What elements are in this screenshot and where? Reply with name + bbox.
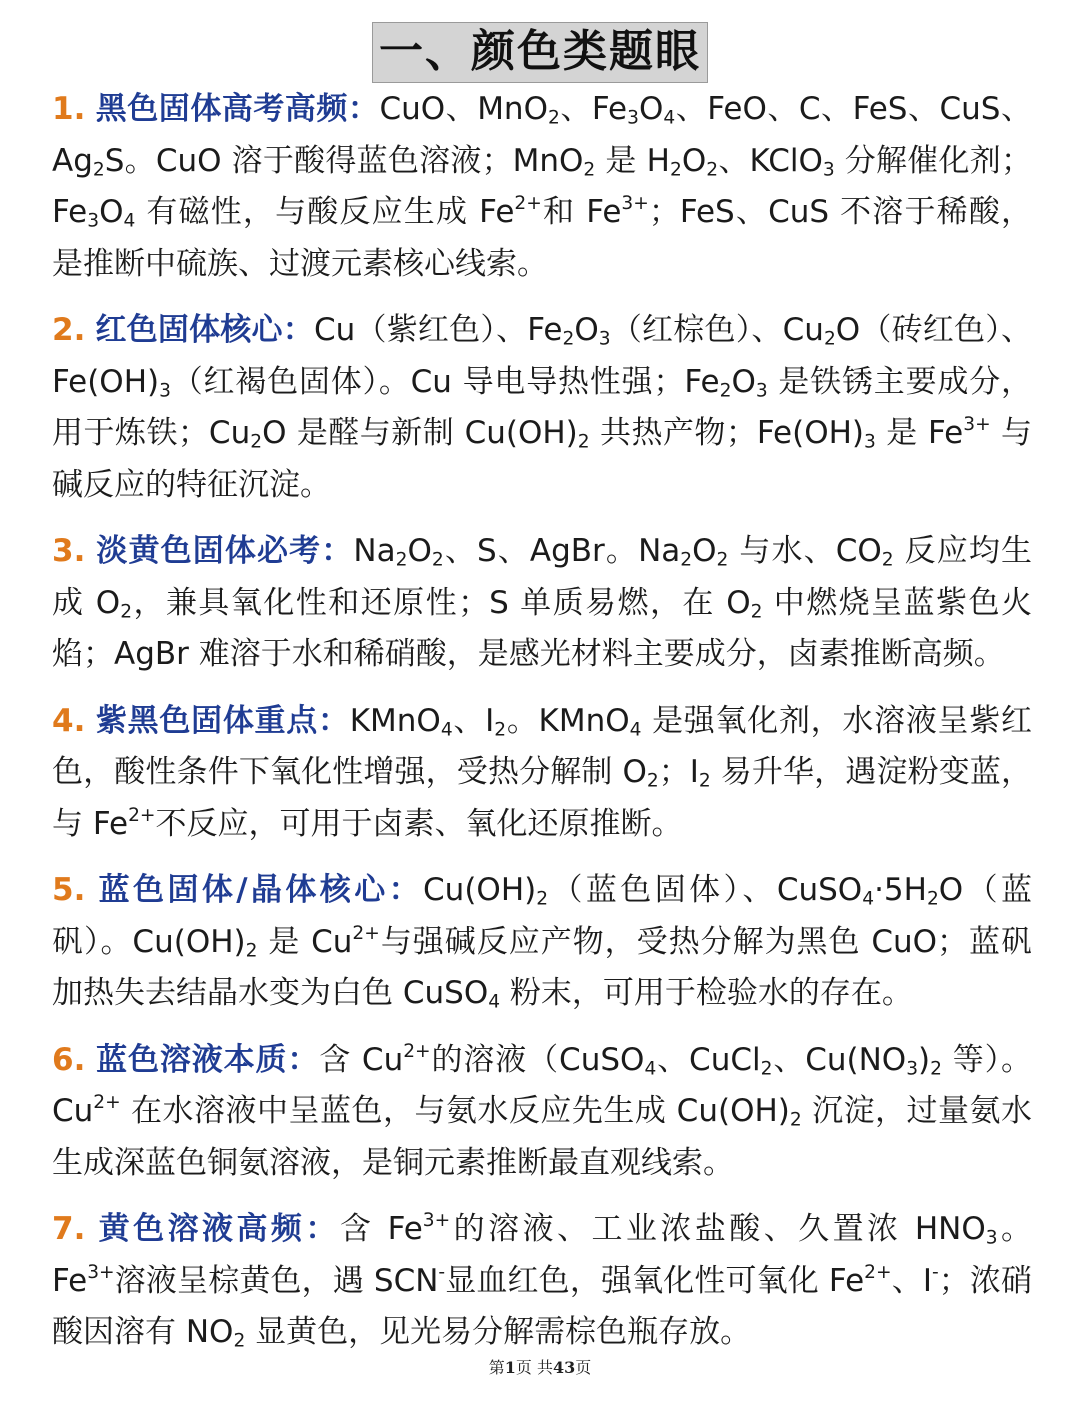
list-item xyxy=(52,84,1032,290)
item-heading: 黑色固体高考高频： xyxy=(95,91,380,127)
item-number: 4. xyxy=(52,702,86,739)
list-item xyxy=(52,305,1032,511)
list-item xyxy=(52,1035,1032,1190)
list-item xyxy=(52,526,1032,681)
item-number: 2. xyxy=(52,312,86,348)
item-body: $Na_2O_2$、S、AgBr。$Na_2O_2$ 与水、$CO_2$ 反应均生成 $O_2$，兼具氧化性和还原性；S 单质易燃，在 $O_2$ 中燃烧呈蓝紫色火焰；AgBr 难溶于水和稀硝酸，是感光材料主要成分，卤素推断高频。 xyxy=(52,533,1033,672)
footer-suffix: 页 xyxy=(575,1358,592,1377)
item-number: 7. xyxy=(52,1211,86,1247)
item-body: KMnO$_4$、$I_2$。KMnO$_4$ 是强氧化剂，水溶液呈紫红色，酸性条件下氧化性增强，受热分解制 $O_2$；$I_2$ 易升华，遇淀粉变蓝，与 $Fe^{2+}$不反应，可用于卤素、氧化还原推断。 xyxy=(52,702,1033,842)
item-number: 1. xyxy=(52,91,86,127)
footer-page-number: 1 xyxy=(504,1358,516,1377)
item-heading: 淡黄色固体必考： xyxy=(96,533,354,569)
title-area xyxy=(0,22,1080,83)
item-body: $Cu(OH)_2$（蓝色固体）、$CuSO_4\cdot 5H_2O$（蓝矾）。$Cu(OH)_2$ 是 $Cu^{2+}$与强碱反应产物，受热分解为黑色 CuO；蓝矾加热失去结晶水变为白色 CuSO$_4$ 粉末，可用于检验水的存在。 xyxy=(52,872,1033,1013)
footer-prefix: 第 xyxy=(488,1358,505,1377)
footer-total-pages: 43 xyxy=(552,1358,576,1377)
item-number: 6. xyxy=(52,1041,86,1078)
list-item xyxy=(52,865,1032,1020)
list-item xyxy=(52,1204,1032,1359)
item-number: 3. xyxy=(52,533,86,569)
item-body: Cu（紫红色）、$Fe_2O_3$（红棕色）、$Cu_2O$（砖红色）、$Fe(OH)_3$（红褐色固体）。Cu 导电导热性强；$Fe_2O_3$ 是铁锈主要成分，用于炼铁；$Cu_2O$ 是醛与新制 $Cu(OH)_2$ 共热产物；$Fe(OH)_3$ 是 $Fe^{3+}$ 与碱反应的特征沉淀。 xyxy=(52,312,1032,503)
item-heading: 红色固体核心： xyxy=(95,312,314,348)
page-footer xyxy=(0,1355,1080,1378)
item-list xyxy=(52,84,1032,1374)
item-number: 5. xyxy=(52,872,86,908)
item-heading: 蓝色固体/晶体核心： xyxy=(98,872,424,908)
item-heading: 蓝色溶液本质： xyxy=(96,1041,320,1078)
item-heading: 黄色溶液高频： xyxy=(98,1211,340,1247)
item-body: 含 $Fe^{3+}$的溶液、工业浓盐酸、久置浓 $HNO_3$。$Fe^{3+}$溶液呈棕黄色，遇 SCN-显血红色，强氧化性可氧化 $Fe^{2+}$、I-；浓硝酸因溶有 $NO_2$ 显黄色，见光易分解需棕色瓶存放。 xyxy=(52,1209,1033,1352)
list-item xyxy=(52,696,1032,851)
item-body: 含 $Cu^{2+}$的溶液（CuSO$_4$、CuCl$_2$、$Cu(NO_3)_2$ 等）。$Cu^{2+}$ 在水溶液中呈蓝色，与氨水反应先生成 $Cu(OH)_2$ 沉淀，过量氨水生成深蓝色铜氨溶液，是铜元素推断最直观线索。 xyxy=(52,1040,1033,1181)
footer-middle: 页 共 xyxy=(515,1358,553,1377)
item-body: CuO、MnO$_2$、$Fe_3O_4$、FeO、C、FeS、CuS、$Ag_2S$。CuO 溶于酸得蓝色溶液；MnO$_2$ 是 $H_2O_2$、KClO$_3$ 分解催化剂；$Fe_3O_4$ 有磁性，与酸反应生成 $Fe^{2+}$和 $Fe^{3+}$；FeS、CuS 不溶于稀酸，是推断中硫族、过渡元素核心线索。 xyxy=(52,91,1032,282)
item-heading: 紫黑色固体重点： xyxy=(95,702,350,739)
page-title: 一、颜色类题眼 xyxy=(372,22,708,83)
